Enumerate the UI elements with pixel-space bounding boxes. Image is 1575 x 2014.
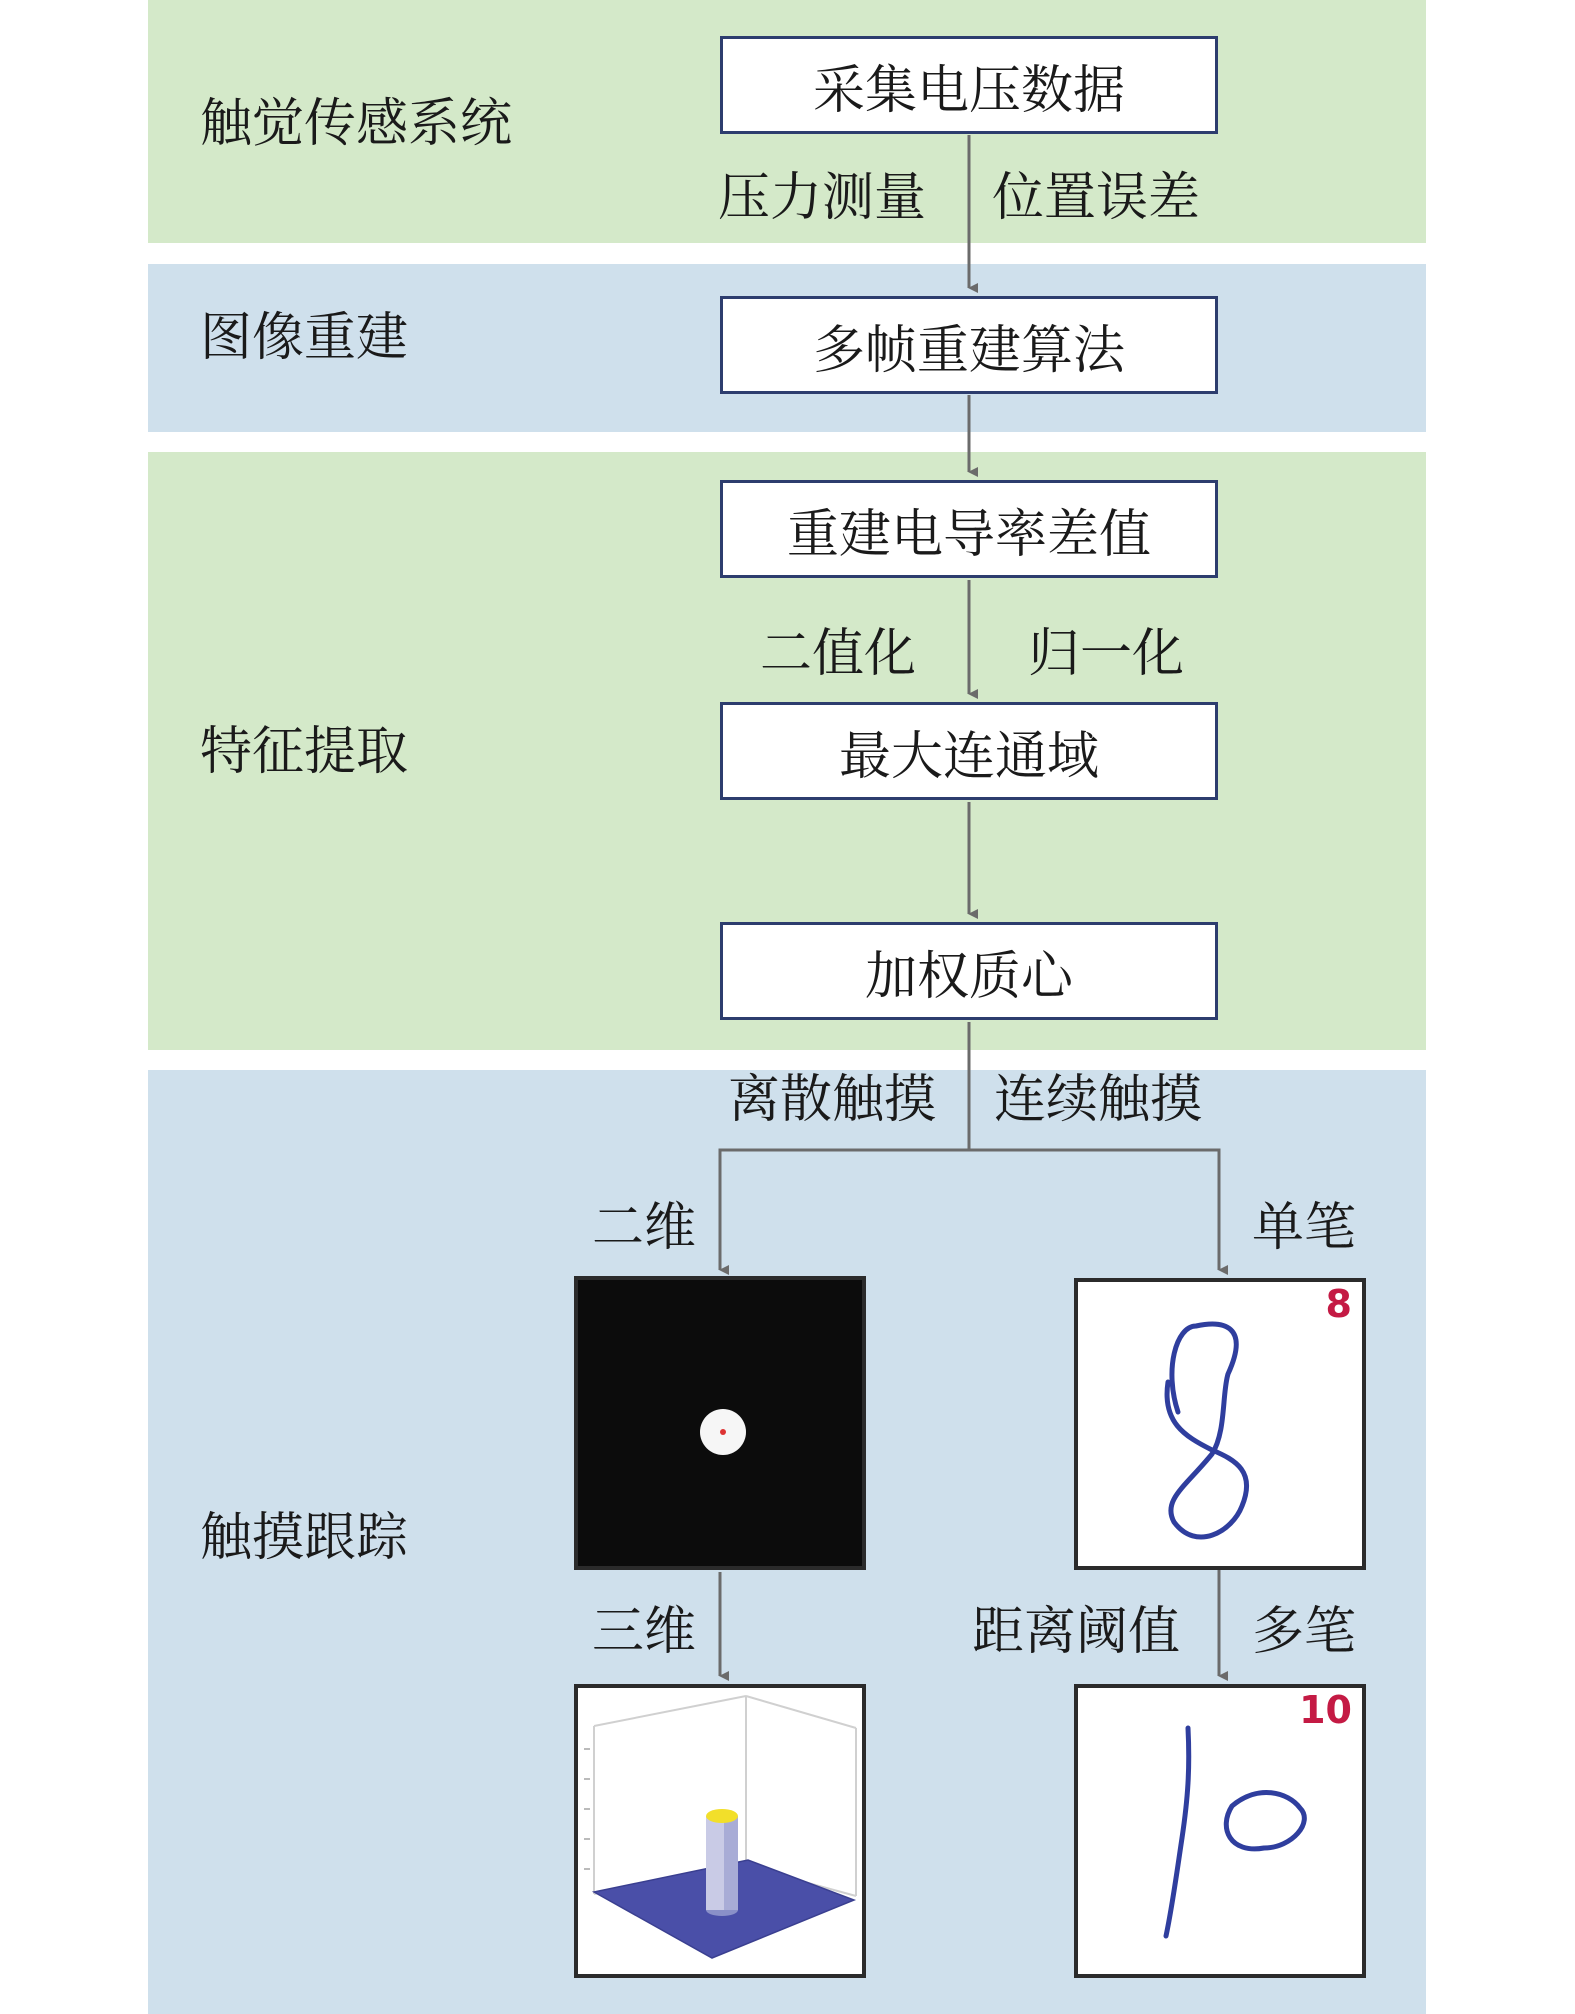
edge-label-3d: 三维 [592,1602,697,1662]
arrow-discrete-branch [720,1150,969,1270]
panel-2d-touch [574,1276,866,1570]
multi-stroke-digit-label: 10 [1299,1688,1352,1732]
edge-label-distance-threshold: 距离阈值 [972,1602,1181,1662]
touch-dot-image [578,1280,866,1570]
edge-label-position-error: 位置误差 [992,168,1201,228]
panel-multi-stroke [1074,1684,1366,1978]
stage-label-feature: 特征提取 [200,722,409,782]
handwriting-10-strokes [1078,1688,1366,1978]
stage-label-sensing: 触觉传感系统 [200,94,513,154]
edge-label-normalize: 归一化 [1028,624,1185,684]
handwriting-8-stroke [1078,1282,1366,1570]
node-max-connected-region: 最大连通域 [720,702,1218,800]
panel-3d-touch [574,1684,866,1978]
arrow-continuous-branch [969,1150,1219,1270]
node-weighted-centroid: 加权质心 [720,922,1218,1020]
node-collect-voltage: 采集电压数据 [720,36,1218,134]
stage-label-tracking: 触摸跟踪 [200,1508,409,1568]
single-stroke-digit-label: 8 [1325,1282,1352,1326]
edge-label-continuous-touch: 连续触摸 [994,1070,1203,1130]
node-reconstruct-algorithm: 多帧重建算法 [720,296,1218,394]
panel-single-stroke [1074,1278,1366,1570]
surface-plot-image [578,1688,866,1978]
stage-label-reconstruction: 图像重建 [200,308,409,368]
edge-label-single-stroke: 单笔 [1252,1198,1357,1258]
edge-label-2d: 二维 [592,1198,697,1258]
edge-label-binarize: 二值化 [760,624,917,684]
edge-label-multi-stroke: 多笔 [1252,1602,1357,1662]
edge-label-discrete-touch: 离散触摸 [728,1070,937,1130]
edge-label-pressure: 压力测量 [718,168,927,228]
node-conductivity-difference: 重建电导率差值 [720,480,1218,578]
